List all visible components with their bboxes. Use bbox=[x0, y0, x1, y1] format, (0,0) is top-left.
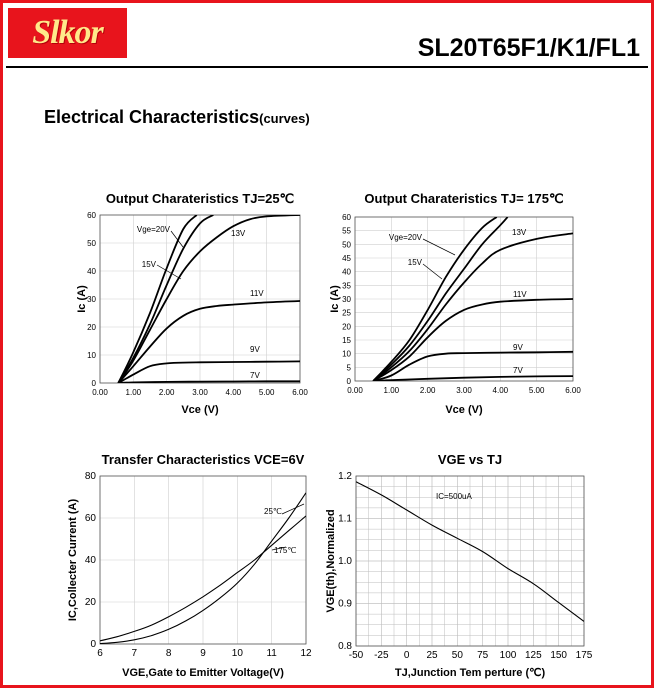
y-tick-label: 5 bbox=[346, 363, 351, 373]
y-tick-label: 0 bbox=[346, 377, 351, 386]
section-subtitle: (curves) bbox=[259, 111, 310, 126]
x-tick-label: 9 bbox=[200, 648, 206, 659]
y-tick-label: 35 bbox=[342, 281, 351, 291]
y-tick-label: 10 bbox=[87, 351, 96, 360]
x-tick-label: 2.00 bbox=[158, 388, 175, 397]
y-tick-label: 0 bbox=[91, 379, 96, 388]
x-tick-label: 1.00 bbox=[383, 386, 400, 395]
output-characteristics-25c-chart bbox=[78, 187, 308, 417]
chart-title: Output Charateristics TJ=25℃ bbox=[105, 191, 295, 206]
y-tick-label: 60 bbox=[87, 211, 96, 220]
transfer-characteristics-chart bbox=[64, 448, 312, 680]
y-tick-label: 20 bbox=[342, 322, 351, 332]
grid bbox=[100, 476, 306, 644]
chart-annotation: IC=500uA bbox=[436, 492, 472, 501]
x-tick-label: 12 bbox=[300, 648, 312, 659]
x-tick-label: 125 bbox=[524, 650, 542, 661]
x-tick-label: 5.00 bbox=[258, 388, 275, 397]
y-tick-label: 60 bbox=[342, 213, 351, 222]
y-tick-label: 20 bbox=[84, 597, 96, 608]
x-tick-label: 25 bbox=[426, 650, 438, 661]
series-label: 9V bbox=[250, 345, 260, 354]
x-tick-label: 6.00 bbox=[292, 388, 308, 397]
x-axis-label: TJ,Junction Tem perture (℃) bbox=[394, 667, 546, 679]
y-tick-label: 1.0 bbox=[338, 556, 352, 567]
y-tick-label: 60 bbox=[84, 513, 96, 524]
series-label: 7V bbox=[250, 371, 260, 380]
series-label: 7V bbox=[513, 366, 523, 375]
y-tick-label: 50 bbox=[342, 240, 351, 250]
x-tick-label: 0 bbox=[403, 650, 410, 661]
series-label: 9V bbox=[513, 343, 523, 352]
x-tick-label: 11 bbox=[266, 648, 277, 659]
series-line bbox=[118, 361, 300, 383]
x-tick-label: 7 bbox=[131, 648, 138, 659]
y-tick-label: 1.2 bbox=[338, 471, 352, 482]
series-label: 13V bbox=[512, 228, 527, 237]
series-label: Vge=20V bbox=[136, 225, 170, 234]
y-tick-label: 50 bbox=[87, 239, 96, 248]
y-tick-label: 45 bbox=[342, 254, 351, 263]
part-number: SL20T65F1/K1/FL1 bbox=[417, 34, 640, 62]
y-tick-label: 55 bbox=[342, 226, 351, 236]
y-axis-label: Ic (A) bbox=[329, 285, 341, 313]
series-label: 11V bbox=[250, 289, 264, 298]
y-tick-label: 0.8 bbox=[338, 641, 352, 652]
y-tick-label: 20 bbox=[87, 323, 96, 332]
chart-title: Transfer Characteristics VCE=6V bbox=[101, 452, 305, 467]
x-tick-label: 75 bbox=[477, 650, 489, 661]
y-tick-label: 10 bbox=[342, 349, 351, 359]
x-tick-label: 2.00 bbox=[419, 386, 436, 395]
x-tick-label: -25 bbox=[374, 650, 389, 661]
y-tick-label: 40 bbox=[84, 555, 96, 566]
chart-svg bbox=[322, 448, 592, 680]
chart-svg bbox=[330, 187, 580, 417]
section-title-text: Electrical Characteristics bbox=[44, 107, 260, 127]
x-tick-label: 3.00 bbox=[456, 386, 472, 395]
x-tick-label: 10 bbox=[231, 648, 243, 659]
series-label: 175℃ bbox=[274, 546, 297, 555]
y-tick-label: 0.9 bbox=[338, 598, 352, 610]
x-tick-label: 50 bbox=[451, 650, 463, 661]
series-label: 25℃ bbox=[264, 507, 282, 516]
brand-logo bbox=[8, 8, 127, 58]
x-tick-label: -50 bbox=[348, 650, 364, 661]
x-tick-label: 0.00 bbox=[92, 388, 108, 397]
x-tick-label: 4.00 bbox=[225, 388, 242, 397]
x-axis-label: Vce (V) bbox=[181, 404, 219, 416]
output-characteristics-175c-chart bbox=[330, 187, 580, 417]
series-label: Vge=20V bbox=[388, 233, 422, 242]
series-line bbox=[373, 376, 573, 381]
x-tick-label: 100 bbox=[499, 650, 517, 661]
x-tick-label: 4.00 bbox=[492, 386, 509, 395]
series-label: 11V bbox=[513, 290, 527, 299]
leader-line bbox=[157, 265, 181, 279]
series-label: 13V bbox=[231, 229, 246, 238]
x-tick-label: 6.00 bbox=[565, 386, 581, 395]
y-axis-label: VGE(th),Normalized bbox=[325, 509, 337, 613]
y-tick-label: 40 bbox=[87, 267, 96, 276]
x-tick-label: 8 bbox=[165, 648, 172, 659]
y-axis-label: IC,Collecter Current (A) bbox=[67, 498, 79, 622]
series-label: 15V bbox=[141, 260, 156, 269]
x-tick-label: 175 bbox=[575, 650, 593, 661]
x-axis-label: VGE,Gate to Emitter Voltage(V) bbox=[122, 667, 284, 679]
header-divider bbox=[6, 66, 648, 68]
y-tick-label: 30 bbox=[342, 295, 351, 304]
y-tick-label: 0 bbox=[90, 639, 96, 650]
chart-title: Output Charateristics TJ= 175℃ bbox=[364, 191, 564, 206]
x-tick-label: 6 bbox=[97, 648, 103, 659]
series-label: 15V bbox=[407, 258, 422, 267]
x-tick-label: 3.00 bbox=[192, 388, 208, 397]
section-title bbox=[44, 107, 310, 128]
chart-svg bbox=[78, 187, 308, 417]
y-tick-label: 1.1 bbox=[338, 513, 352, 525]
x-axis-label: Vce (V) bbox=[445, 404, 483, 416]
x-tick-label: 1.00 bbox=[125, 388, 142, 397]
y-tick-label: 80 bbox=[84, 471, 96, 482]
x-tick-label: 0.00 bbox=[347, 386, 363, 395]
series-line bbox=[118, 301, 300, 383]
grid bbox=[356, 476, 584, 646]
y-axis-label: Ic (A) bbox=[76, 285, 88, 313]
y-tick-label: 25 bbox=[342, 308, 351, 318]
x-tick-label: 5.00 bbox=[528, 386, 545, 395]
y-tick-label: 40 bbox=[342, 267, 351, 277]
logo-text: Slkor bbox=[32, 14, 103, 51]
chart-title: VGE vs TJ bbox=[437, 452, 503, 467]
x-tick-label: 150 bbox=[550, 650, 568, 661]
y-tick-label: 15 bbox=[342, 336, 351, 345]
vge-vs-tj-chart bbox=[322, 448, 592, 680]
chart-svg bbox=[64, 448, 312, 680]
y-tick-label: 30 bbox=[87, 295, 96, 304]
